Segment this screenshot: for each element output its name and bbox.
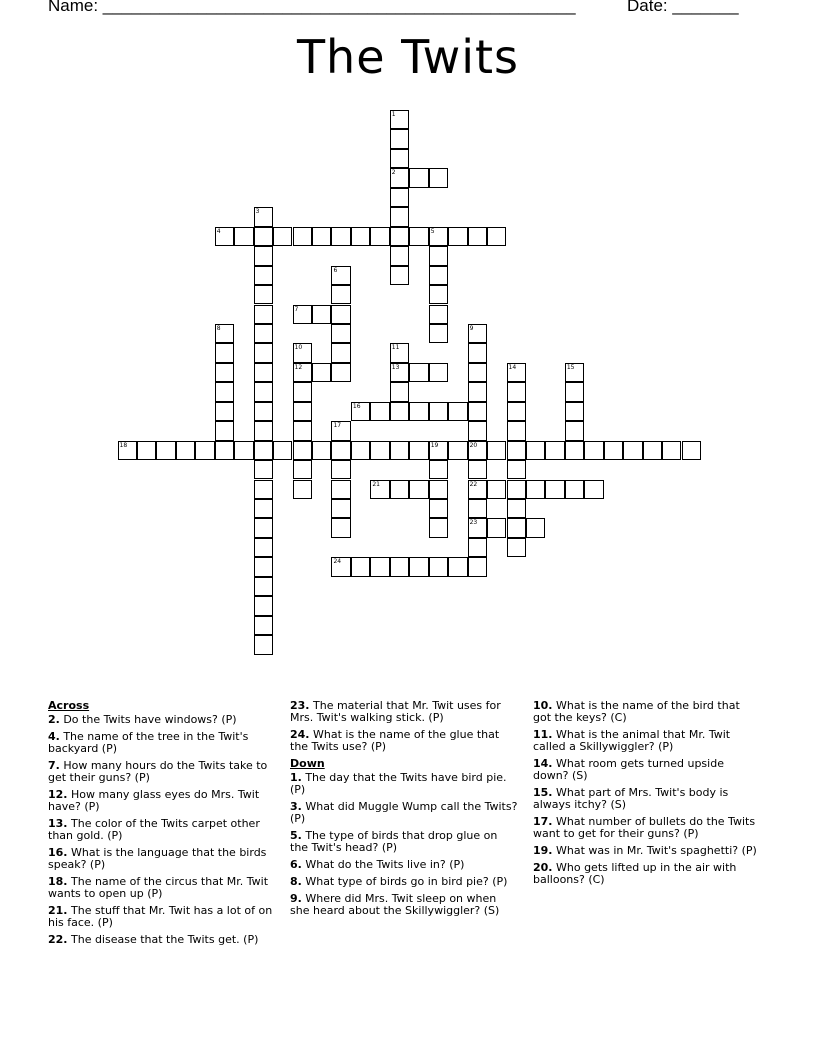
grid-cell[interactable] — [331, 499, 350, 518]
clue-item — [533, 700, 761, 724]
clue-item — [533, 862, 761, 886]
grid-cell[interactable] — [331, 227, 350, 246]
grid-cell[interactable] — [662, 441, 681, 460]
clue-item — [48, 847, 276, 871]
grid-cell[interactable] — [234, 227, 253, 246]
grid-cell[interactable] — [390, 207, 409, 226]
clue-item — [48, 760, 276, 784]
grid-cell[interactable] — [390, 227, 409, 246]
cell-number: 17 — [333, 422, 342, 430]
clue-text: The name of the tree in the Twit's backyard (P) — [48, 730, 249, 755]
grid-cell[interactable] — [565, 480, 584, 499]
cell-number: 16 — [352, 402, 361, 410]
clue-number: 3. — [290, 800, 302, 813]
grid-cell[interactable] — [254, 227, 273, 246]
cell-number: 8 — [216, 324, 221, 332]
grid-cell[interactable] — [390, 382, 409, 401]
grid-cell[interactable] — [507, 363, 526, 382]
grid-cell[interactable] — [331, 343, 350, 362]
clue-column-3 — [533, 700, 761, 891]
clue-number: 8. — [290, 875, 302, 888]
grid-cell[interactable] — [487, 227, 506, 246]
across-clue-list-continued — [290, 700, 518, 753]
down-clue-list — [290, 772, 518, 917]
grid-cell[interactable] — [584, 480, 603, 499]
grid-cell[interactable] — [215, 382, 234, 401]
grid-cell[interactable] — [254, 538, 273, 557]
grid-cell[interactable] — [390, 343, 409, 362]
grid-cell[interactable] — [390, 168, 409, 187]
grid-cell[interactable] — [293, 460, 312, 479]
cell-number: 13 — [391, 363, 400, 371]
grid-cell[interactable] — [507, 441, 526, 460]
grid-cell[interactable] — [409, 557, 428, 576]
grid-cell[interactable] — [254, 343, 273, 362]
grid-cell[interactable] — [409, 363, 428, 382]
grid-cell[interactable] — [137, 441, 156, 460]
grid-cell[interactable] — [565, 441, 584, 460]
grid-cell[interactable] — [468, 227, 487, 246]
clue-number: 5. — [290, 829, 302, 842]
clue-number: 18. — [48, 875, 68, 888]
clue-item — [48, 714, 276, 726]
grid-cell[interactable] — [429, 305, 448, 324]
grid-cell[interactable] — [487, 441, 506, 460]
grid-cell[interactable] — [390, 402, 409, 421]
clue-number: 21. — [48, 904, 68, 917]
grid-cell[interactable] — [429, 441, 448, 460]
grid-cell[interactable] — [331, 518, 350, 537]
grid-cell[interactable] — [429, 227, 448, 246]
grid-cell[interactable] — [468, 382, 487, 401]
grid-cell[interactable] — [604, 441, 623, 460]
grid-cell[interactable] — [254, 557, 273, 576]
clue-text: What room gets turned upside down? (S) — [533, 757, 724, 782]
grid-cell[interactable] — [254, 207, 273, 226]
grid-cell[interactable] — [390, 188, 409, 207]
cell-number: 20 — [469, 441, 478, 449]
grid-cell[interactable] — [643, 441, 662, 460]
grid-cell[interactable] — [507, 538, 526, 557]
grid-cell[interactable] — [293, 421, 312, 440]
grid-cell[interactable] — [331, 460, 350, 479]
cell-number: 1 — [391, 111, 396, 118]
clue-item — [290, 830, 518, 854]
clue-number: 23. — [290, 699, 310, 712]
date-label: Date: — [627, 0, 673, 15]
grid-cell[interactable] — [312, 305, 331, 324]
grid-cell[interactable] — [468, 518, 487, 537]
clue-text: Do the Twits have windows? (P) — [59, 713, 237, 726]
grid-cell[interactable] — [176, 441, 195, 460]
grid-cell[interactable] — [390, 129, 409, 148]
clue-text: What is the animal that Mr. Twit called a Skillywiggler? (P) — [533, 728, 731, 753]
grid-cell[interactable] — [293, 227, 312, 246]
grid-cell[interactable] — [565, 402, 584, 421]
clue-number: 19. — [533, 844, 553, 857]
grid-cell[interactable] — [429, 363, 448, 382]
across-heading: Across — [48, 699, 90, 712]
grid-cell[interactable] — [390, 110, 409, 129]
grid-cell[interactable] — [312, 441, 331, 460]
grid-cell[interactable] — [254, 266, 273, 285]
grid-cell[interactable] — [370, 480, 389, 499]
clue-item — [290, 876, 518, 888]
clue-text: The disease that the Twits get. (P) — [67, 933, 259, 946]
clue-number: 9. — [290, 892, 302, 905]
clue-number: 15. — [533, 786, 553, 799]
grid-cell[interactable] — [545, 480, 564, 499]
cell-number: 10 — [294, 344, 303, 352]
grid-cell[interactable] — [351, 227, 370, 246]
grid-cell[interactable] — [293, 402, 312, 421]
across-clue-list — [48, 714, 276, 946]
grid-cell[interactable] — [331, 557, 350, 576]
clue-text: What did Muggle Wump call the Twits? (P) — [290, 800, 518, 825]
grid-cell[interactable] — [468, 343, 487, 362]
grid-cell[interactable] — [448, 557, 467, 576]
grid-cell[interactable] — [331, 441, 350, 460]
clue-number: 11. — [533, 728, 553, 741]
grid-cell[interactable] — [448, 441, 467, 460]
grid-cell[interactable] — [429, 557, 448, 576]
grid-cell[interactable] — [487, 518, 506, 537]
grid-cell[interactable] — [429, 168, 448, 187]
grid-cell[interactable] — [215, 402, 234, 421]
clue-text: What is the name of the bird that got the keys? (C) — [533, 699, 740, 724]
grid-cell[interactable] — [370, 441, 389, 460]
grid-cell[interactable] — [507, 499, 526, 518]
clue-text: The stuff that Mr. Twit has a lot of on his face. (P) — [48, 904, 273, 929]
grid-cell[interactable] — [448, 227, 467, 246]
grid-cell[interactable] — [254, 382, 273, 401]
grid-cell[interactable] — [370, 557, 389, 576]
clue-number: 13. — [48, 817, 68, 830]
clue-number: 16. — [48, 846, 68, 859]
grid-cell[interactable] — [526, 441, 545, 460]
clue-number: 4. — [48, 730, 60, 743]
grid-cell[interactable] — [390, 363, 409, 382]
clue-text: The material that Mr. Twit uses for Mrs. Twit's walking stick. (P) — [290, 699, 501, 724]
cell-number: 2 — [391, 169, 396, 177]
cell-number: 5 — [430, 227, 435, 235]
grid-cell[interactable] — [409, 168, 428, 187]
grid-cell[interactable] — [273, 441, 292, 460]
grid-cell[interactable] — [331, 266, 350, 285]
grid-cell[interactable] — [254, 577, 273, 596]
grid-cell[interactable] — [390, 266, 409, 285]
clue-text: The color of the Twits carpet other than gold. (P) — [48, 817, 260, 842]
clue-text: What is the name of the glue that the Twits use? (P) — [290, 728, 500, 753]
grid-cell[interactable] — [254, 596, 273, 615]
clue-number: 1. — [290, 771, 302, 784]
cell-number: 6 — [333, 266, 338, 274]
clue-number: 14. — [533, 757, 553, 770]
grid-cell[interactable] — [351, 557, 370, 576]
grid-cell[interactable] — [409, 402, 428, 421]
cell-number: 11 — [391, 344, 400, 352]
grid-cell[interactable] — [390, 480, 409, 499]
grid-cell[interactable] — [565, 421, 584, 440]
grid-cell[interactable] — [487, 480, 506, 499]
cell-number: 21 — [372, 480, 380, 488]
clue-text: The type of birds that drop glue on the Twit's head? (P) — [290, 829, 498, 854]
grid-cell[interactable] — [429, 499, 448, 518]
grid-cell[interactable] — [215, 363, 234, 382]
grid-cell[interactable] — [429, 324, 448, 343]
grid-cell[interactable] — [429, 460, 448, 479]
cell-number: 19 — [430, 441, 439, 449]
cell-number: 12 — [294, 363, 303, 371]
grid-cell[interactable] — [234, 441, 253, 460]
grid-cell[interactable] — [254, 246, 273, 265]
grid-cell[interactable] — [390, 557, 409, 576]
clue-text: Where did Mrs. Twit sleep on when she heard about the Skillywiggler? (S) — [290, 892, 500, 917]
grid-cell[interactable] — [293, 480, 312, 499]
clue-item — [290, 859, 518, 871]
cell-number: 24 — [333, 558, 342, 566]
clue-number: 24. — [290, 728, 310, 741]
grid-cell[interactable] — [254, 480, 273, 499]
grid-cell[interactable] — [545, 441, 564, 460]
grid-cell[interactable] — [254, 460, 273, 479]
grid-cell[interactable] — [215, 441, 234, 460]
cell-number: 23 — [469, 519, 478, 527]
grid-cell[interactable] — [507, 480, 526, 499]
grid-cell[interactable] — [331, 363, 350, 382]
grid-cell[interactable] — [215, 227, 234, 246]
clue-text: What is the language that the birds speak? (P) — [48, 846, 267, 871]
clue-item — [48, 789, 276, 813]
grid-cell[interactable] — [468, 363, 487, 382]
grid-cell[interactable] — [254, 285, 273, 304]
grid-cell[interactable] — [254, 616, 273, 635]
grid-cell[interactable] — [215, 343, 234, 362]
clue-item — [290, 729, 518, 753]
grid-cell[interactable] — [429, 266, 448, 285]
grid-cell[interactable] — [429, 246, 448, 265]
grid-cell[interactable] — [254, 635, 273, 654]
clue-item — [290, 772, 518, 796]
grid-cell[interactable] — [312, 227, 331, 246]
clue-number: 20. — [533, 861, 553, 874]
clue-item — [48, 731, 276, 755]
grid-cell[interactable] — [312, 363, 331, 382]
cell-number: 18 — [119, 441, 128, 449]
name-blank: __________________________________________________ — [102, 0, 576, 15]
grid-cell[interactable] — [390, 246, 409, 265]
cell-number: 4 — [216, 227, 221, 235]
cell-number: 14 — [508, 363, 517, 371]
clue-item — [533, 787, 761, 811]
grid-cell[interactable] — [507, 460, 526, 479]
clue-number: 2. — [48, 713, 60, 726]
down-heading: Down — [290, 757, 325, 770]
cell-number: 15 — [566, 363, 575, 371]
clue-text: What part of Mrs. Twit's body is always itchy? (S) — [533, 786, 729, 811]
grid-cell[interactable] — [682, 441, 701, 460]
clue-item — [290, 801, 518, 825]
grid-cell[interactable] — [565, 382, 584, 401]
clue-text: The day that the Twits have bird pie. (P) — [290, 771, 507, 796]
down-clue-list-continued — [533, 700, 761, 886]
grid-cell[interactable] — [429, 518, 448, 537]
grid-cell[interactable] — [468, 499, 487, 518]
clue-item — [533, 816, 761, 840]
grid-cell[interactable] — [293, 382, 312, 401]
grid-cell[interactable] — [254, 441, 273, 460]
grid-cell[interactable] — [507, 402, 526, 421]
grid-cell[interactable] — [370, 402, 389, 421]
clue-number: 22. — [48, 933, 68, 946]
grid-cell[interactable] — [254, 402, 273, 421]
grid-cell[interactable] — [331, 305, 350, 324]
grid-cell[interactable] — [409, 480, 428, 499]
clue-text: What number of bullets do the Twits want to get for their guns? (P) — [533, 815, 756, 840]
grid-cell[interactable] — [565, 363, 584, 382]
grid-cell[interactable] — [293, 441, 312, 460]
page-title: The Twits — [296, 30, 520, 84]
grid-cell[interactable] — [468, 480, 487, 499]
grid-cell[interactable] — [409, 441, 428, 460]
grid-cell[interactable] — [526, 480, 545, 499]
grid-cell[interactable] — [468, 460, 487, 479]
grid-cell[interactable] — [468, 402, 487, 421]
clue-item — [290, 700, 518, 724]
clue-item — [533, 729, 761, 753]
clue-column-2 — [290, 700, 518, 922]
clue-number: 7. — [48, 759, 60, 772]
clue-number: 17. — [533, 815, 553, 828]
grid-cell[interactable] — [215, 421, 234, 440]
grid-cell[interactable] — [409, 227, 428, 246]
grid-cell[interactable] — [273, 227, 292, 246]
grid-cell[interactable] — [507, 421, 526, 440]
grid-cell[interactable] — [507, 518, 526, 537]
grid-cell[interactable] — [468, 441, 487, 460]
grid-cell[interactable] — [351, 402, 370, 421]
grid-cell[interactable] — [623, 441, 642, 460]
clue-text: How many hours do the Twits take to get their guns? (P) — [48, 759, 268, 784]
cell-number: 22 — [469, 480, 478, 488]
cell-number: 9 — [469, 324, 474, 332]
grid-cell[interactable] — [293, 343, 312, 362]
clue-item — [533, 845, 761, 857]
grid-cell[interactable] — [331, 421, 350, 440]
grid-cell[interactable] — [331, 480, 350, 499]
cell-number: 7 — [294, 305, 299, 313]
grid-cell[interactable] — [254, 324, 273, 343]
clue-item — [48, 818, 276, 842]
cell-number: 3 — [255, 208, 260, 216]
grid-cell[interactable] — [507, 382, 526, 401]
grid-cell[interactable] — [390, 441, 409, 460]
grid-cell[interactable] — [331, 285, 350, 304]
clue-number: 10. — [533, 699, 553, 712]
clue-text: How many glass eyes do Mrs. Twit have? (P) — [48, 788, 260, 813]
grid-cell[interactable] — [584, 441, 603, 460]
grid-cell[interactable] — [254, 421, 273, 440]
clue-number: 6. — [290, 858, 302, 871]
clue-text: Who gets lifted up in the air with balloons? (C) — [533, 861, 737, 886]
grid-cell[interactable] — [254, 305, 273, 324]
clue-text: The name of the circus that Mr. Twit wants to open up (P) — [48, 875, 269, 900]
clue-text: What type of birds go in bird pie? (P) — [301, 875, 508, 888]
grid-cell[interactable] — [331, 324, 350, 343]
clue-item — [290, 893, 518, 917]
grid-cell[interactable] — [293, 363, 312, 382]
grid-cell[interactable] — [351, 441, 370, 460]
grid-cell[interactable] — [215, 324, 234, 343]
clue-column-1 — [48, 700, 276, 951]
grid-cell[interactable] — [254, 499, 273, 518]
date-blank: _______ — [672, 0, 739, 15]
grid-cell[interactable] — [468, 421, 487, 440]
clue-item — [48, 876, 276, 900]
grid-cell[interactable] — [468, 557, 487, 576]
grid-cell[interactable] — [468, 538, 487, 557]
grid-cell[interactable] — [526, 518, 545, 537]
grid-cell[interactable] — [468, 324, 487, 343]
name-label: Name: — [48, 0, 103, 15]
clue-item — [48, 905, 276, 929]
grid-cell[interactable] — [254, 363, 273, 382]
clue-item — [48, 934, 276, 946]
grid-cell[interactable] — [156, 441, 175, 460]
grid-cell[interactable] — [429, 402, 448, 421]
clue-text: What was in Mr. Twit's spaghetti? (P) — [552, 844, 757, 857]
clue-text: What do the Twits live in? (P) — [301, 858, 465, 871]
grid-cell[interactable] — [429, 480, 448, 499]
grid-cell[interactable] — [390, 149, 409, 168]
grid-cell[interactable] — [118, 441, 137, 460]
grid-cell[interactable] — [195, 441, 214, 460]
clue-item — [533, 758, 761, 782]
grid-cell[interactable] — [293, 305, 312, 324]
grid-cell[interactable] — [370, 227, 389, 246]
clue-number: 12. — [48, 788, 68, 801]
grid-cell[interactable] — [448, 402, 467, 421]
grid-cell[interactable] — [429, 285, 448, 304]
grid-cell[interactable] — [254, 518, 273, 537]
